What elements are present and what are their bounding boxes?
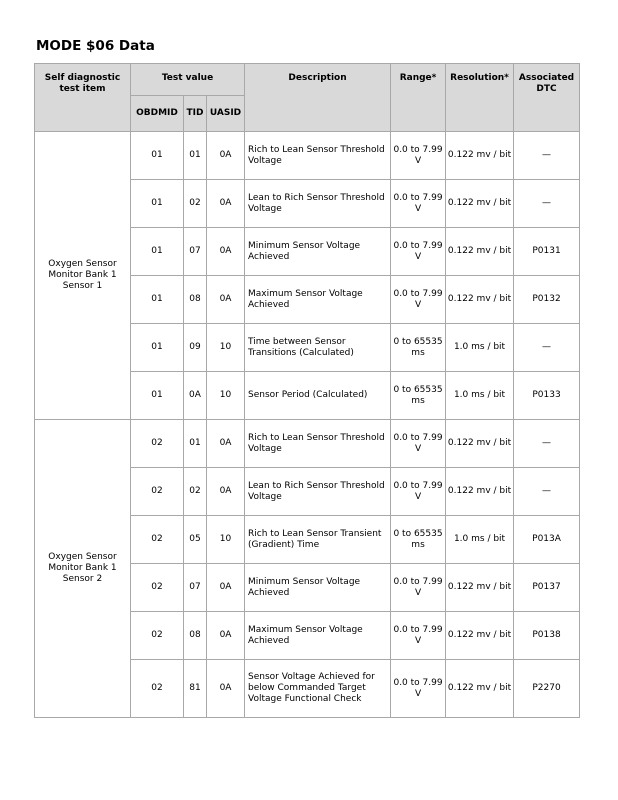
description-cell: Sensor Period (Calculated) [245, 372, 391, 420]
resolution-cell: 0.122 mv / bit [446, 660, 514, 718]
dtc-cell: P0131 [514, 228, 580, 276]
uasid-cell: 0A [207, 660, 245, 718]
tid-cell: 05 [184, 516, 207, 564]
header-tid: TID [184, 96, 207, 132]
resolution-cell: 1.0 ms / bit [446, 324, 514, 372]
range-cell: 0 to 65535 ms [391, 324, 446, 372]
range-cell: 0 to 65535 ms [391, 372, 446, 420]
obdmid-cell: 02 [131, 420, 184, 468]
header-range: Range* [391, 64, 446, 132]
resolution-cell: 0.122 mv / bit [446, 132, 514, 180]
tid-cell: 09 [184, 324, 207, 372]
uasid-cell: 10 [207, 516, 245, 564]
dtc-cell: P0133 [514, 372, 580, 420]
obdmid-cell: 01 [131, 228, 184, 276]
range-cell: 0.0 to 7.99 V [391, 612, 446, 660]
header-item: Self diagnostic test item [35, 64, 131, 132]
obdmid-cell: 01 [131, 276, 184, 324]
description-cell: Lean to Rich Sensor Threshold Voltage [245, 180, 391, 228]
obdmid-cell: 02 [131, 660, 184, 718]
obdmid-cell: 02 [131, 564, 184, 612]
dtc-cell: — [514, 132, 580, 180]
range-cell: 0.0 to 7.99 V [391, 564, 446, 612]
dtc-cell: P0138 [514, 612, 580, 660]
description-cell: Rich to Lean Sensor Threshold Voltage [245, 132, 391, 180]
mode06-table [34, 63, 580, 718]
dtc-cell: — [514, 420, 580, 468]
tid-cell: 08 [184, 276, 207, 324]
resolution-cell: 1.0 ms / bit [446, 516, 514, 564]
uasid-cell: 0A [207, 132, 245, 180]
header-dtc: Associated DTC [514, 64, 580, 132]
obdmid-cell: 01 [131, 372, 184, 420]
tid-cell: 08 [184, 612, 207, 660]
header-obdmid: OBDMID [131, 96, 184, 132]
obdmid-cell: 01 [131, 324, 184, 372]
range-cell: 0.0 to 7.99 V [391, 420, 446, 468]
resolution-cell: 0.122 mv / bit [446, 180, 514, 228]
range-cell: 0.0 to 7.99 V [391, 468, 446, 516]
description-cell: Minimum Sensor Voltage Achieved [245, 564, 391, 612]
dtc-cell: P0137 [514, 564, 580, 612]
header-resolution: Resolution* [446, 64, 514, 132]
resolution-cell: 0.122 mv / bit [446, 612, 514, 660]
description-cell: Sensor Voltage Achieved for below Commanded Target Voltage Functional Check [245, 660, 391, 718]
uasid-cell: 0A [207, 612, 245, 660]
table-row [35, 420, 580, 468]
tid-cell: 07 [184, 564, 207, 612]
description-cell: Rich to Lean Sensor Transient (Gradient) Time [245, 516, 391, 564]
obdmid-cell: 01 [131, 180, 184, 228]
resolution-cell: 0.122 mv / bit [446, 228, 514, 276]
uasid-cell: 0A [207, 564, 245, 612]
tid-cell: 81 [184, 660, 207, 718]
header-description: Description [245, 64, 391, 132]
range-cell: 0.0 to 7.99 V [391, 660, 446, 718]
description-cell: Rich to Lean Sensor Threshold Voltage [245, 420, 391, 468]
tid-cell: 07 [184, 228, 207, 276]
uasid-cell: 0A [207, 276, 245, 324]
dtc-cell: P0132 [514, 276, 580, 324]
page-title: MODE $06 Data [36, 38, 155, 54]
uasid-cell: 0A [207, 180, 245, 228]
dtc-cell: — [514, 324, 580, 372]
tid-cell: 01 [184, 132, 207, 180]
description-cell: Time between Sensor Transitions (Calculated) [245, 324, 391, 372]
description-cell: Maximum Sensor Voltage Achieved [245, 612, 391, 660]
dtc-cell: — [514, 468, 580, 516]
resolution-cell: 0.122 mv / bit [446, 564, 514, 612]
range-cell: 0.0 to 7.99 V [391, 276, 446, 324]
description-cell: Lean to Rich Sensor Threshold Voltage [245, 468, 391, 516]
dtc-cell: — [514, 180, 580, 228]
resolution-cell: 0.122 mv / bit [446, 276, 514, 324]
tid-cell: 01 [184, 420, 207, 468]
resolution-cell: 0.122 mv / bit [446, 420, 514, 468]
dtc-cell: P2270 [514, 660, 580, 718]
obdmid-cell: 02 [131, 612, 184, 660]
range-cell: 0.0 to 7.99 V [391, 228, 446, 276]
tid-cell: 02 [184, 468, 207, 516]
dtc-cell: P013A [514, 516, 580, 564]
tid-cell: 0A [184, 372, 207, 420]
obdmid-cell: 02 [131, 516, 184, 564]
resolution-cell: 0.122 mv / bit [446, 468, 514, 516]
uasid-cell: 0A [207, 420, 245, 468]
resolution-cell: 1.0 ms / bit [446, 372, 514, 420]
obdmid-cell: 01 [131, 132, 184, 180]
uasid-cell: 0A [207, 468, 245, 516]
uasid-cell: 10 [207, 372, 245, 420]
header-uasid: UASID [207, 96, 245, 132]
range-cell: 0.0 to 7.99 V [391, 180, 446, 228]
table-row [35, 132, 580, 180]
description-cell: Maximum Sensor Voltage Achieved [245, 276, 391, 324]
tid-cell: 02 [184, 180, 207, 228]
uasid-cell: 0A [207, 228, 245, 276]
test-item-cell: Oxygen Sensor Monitor Bank 1 Sensor 1 [35, 132, 131, 420]
range-cell: 0.0 to 7.99 V [391, 132, 446, 180]
test-item-cell: Oxygen Sensor Monitor Bank 1 Sensor 2 [35, 420, 131, 718]
description-cell: Minimum Sensor Voltage Achieved [245, 228, 391, 276]
range-cell: 0 to 65535 ms [391, 516, 446, 564]
uasid-cell: 10 [207, 324, 245, 372]
header-test-value: Test value [131, 64, 245, 96]
obdmid-cell: 02 [131, 468, 184, 516]
